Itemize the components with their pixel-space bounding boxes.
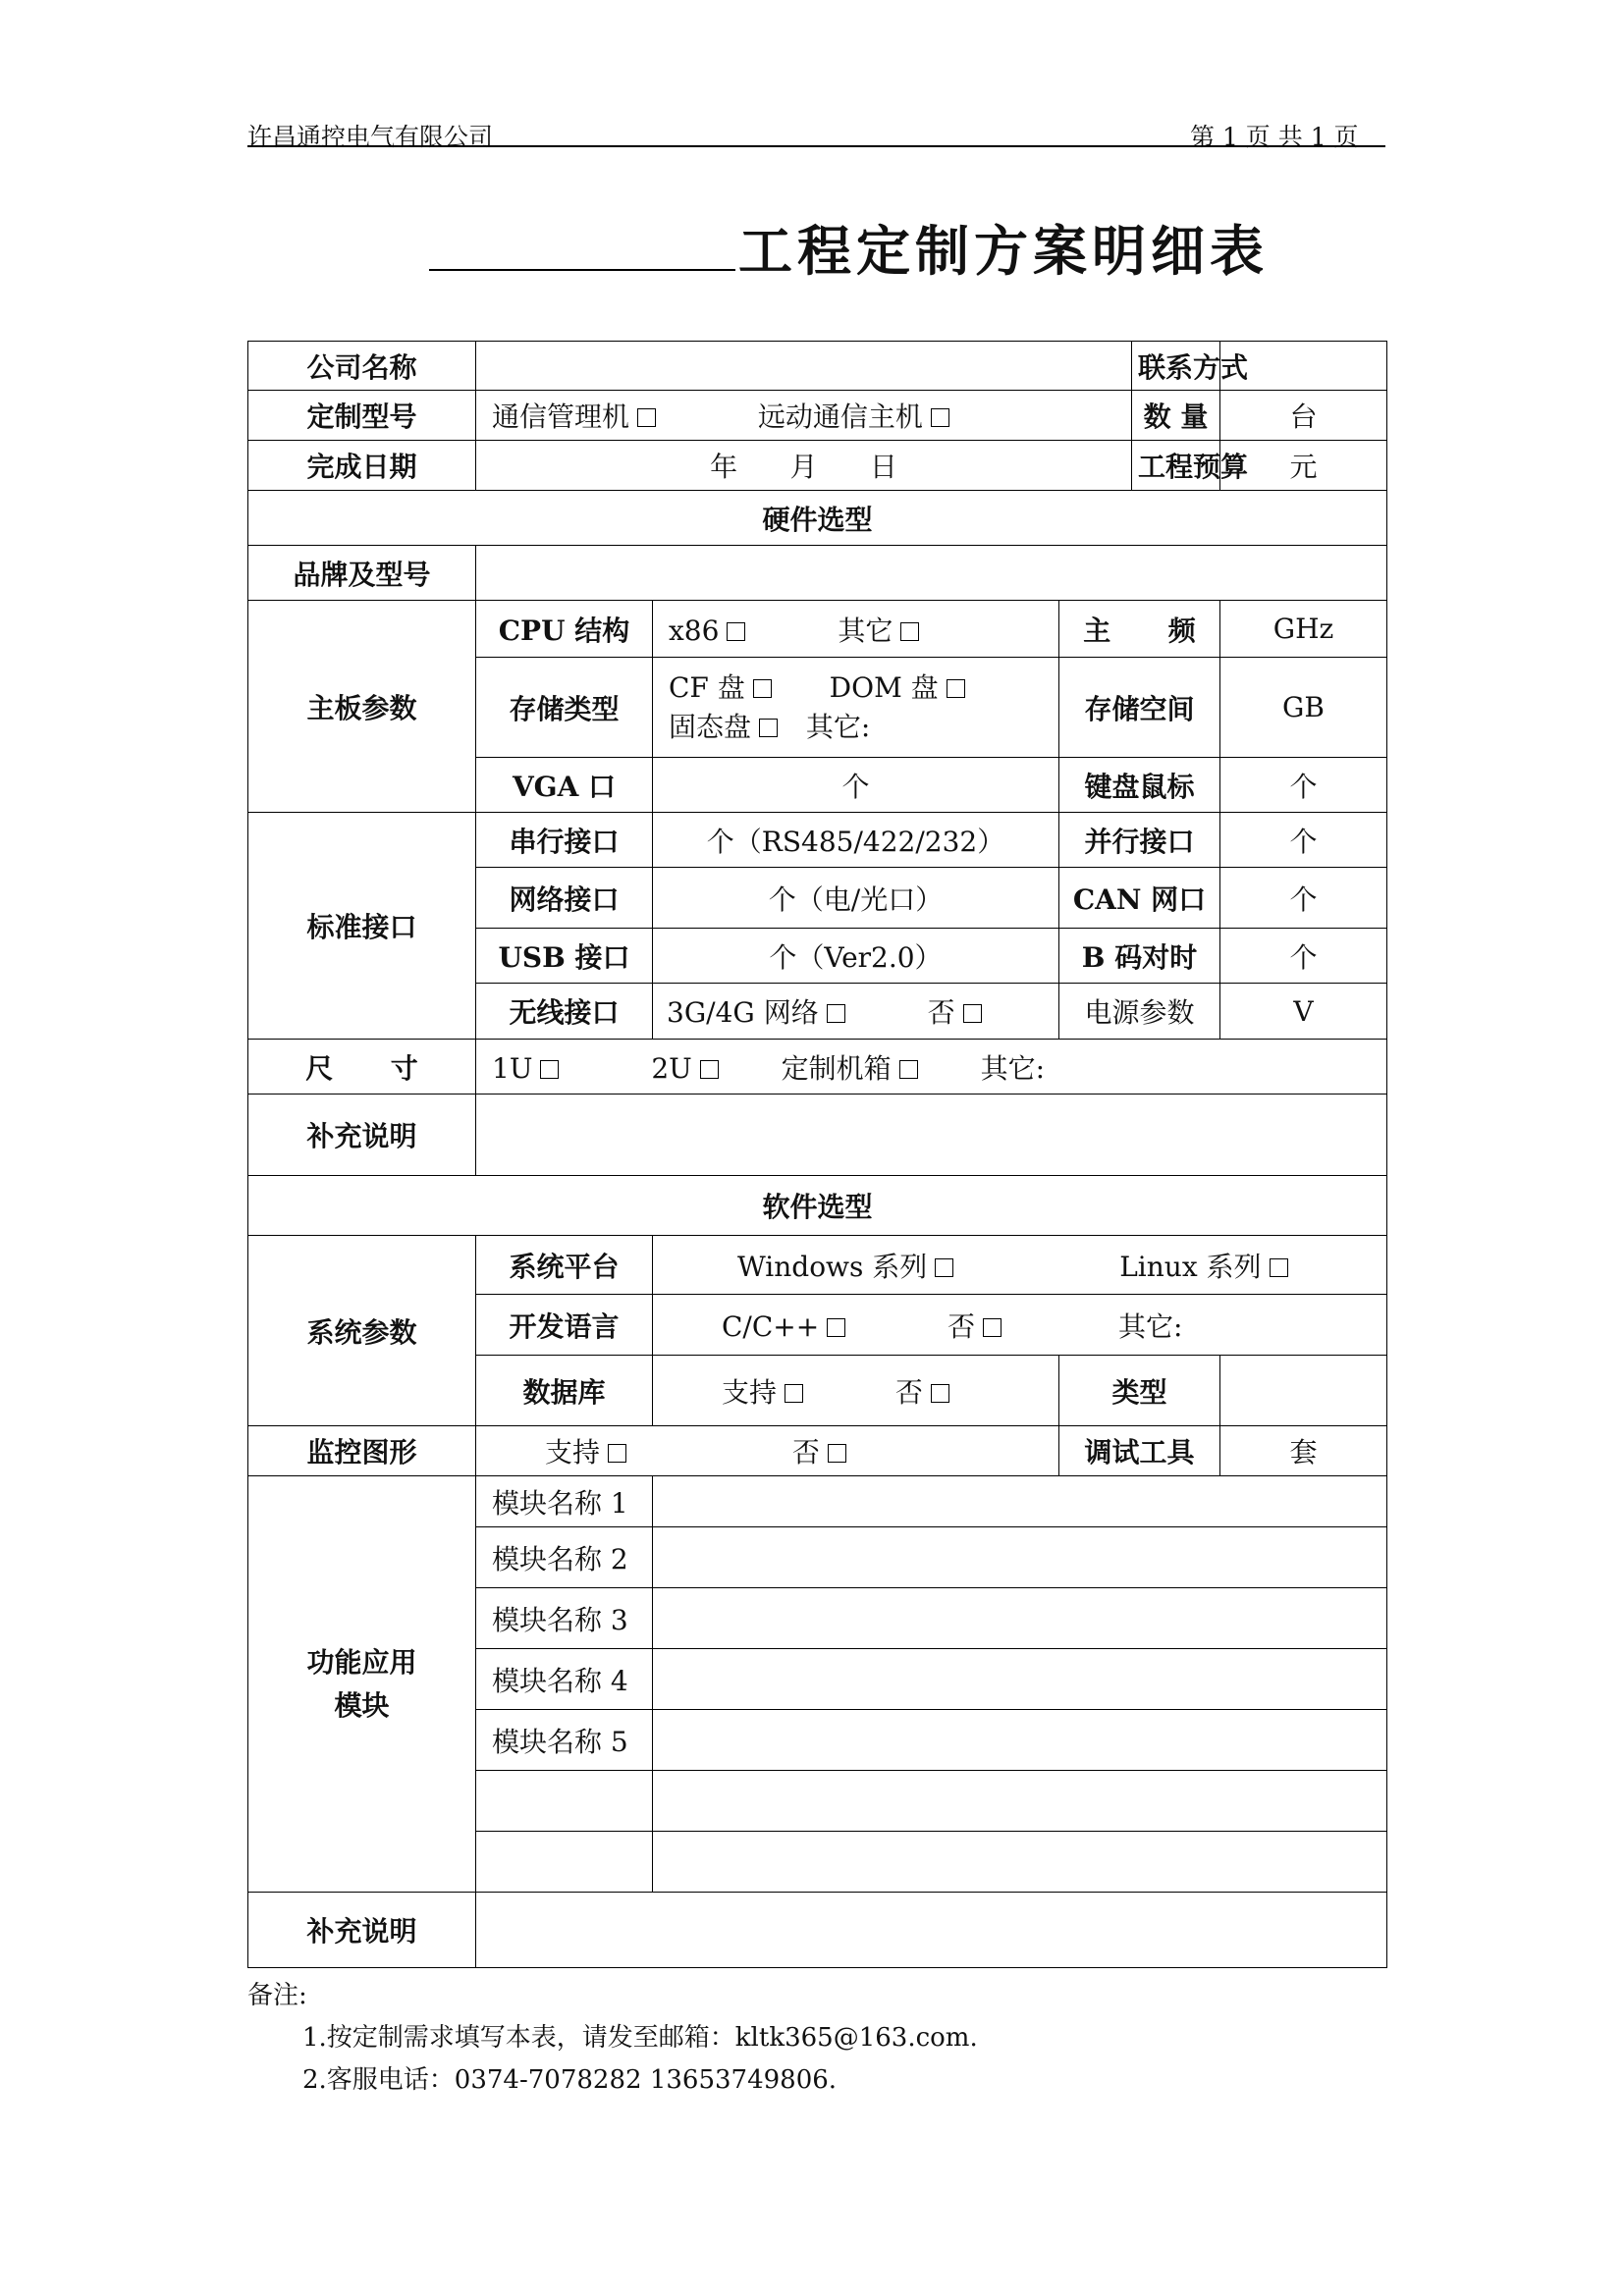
brand-field[interactable] (476, 546, 1387, 601)
monitor-label: 监控图形 (248, 1426, 476, 1476)
frequency-label: 主 频 (1059, 601, 1220, 658)
budget-field[interactable]: 元 (1220, 441, 1387, 491)
wireless-option-3g4g[interactable]: 3G/4G 网络 (667, 991, 845, 1031)
checkbox[interactable] (827, 1318, 845, 1337)
function-module-label: 功能应用 模块 (248, 1476, 476, 1893)
row-size (248, 1040, 1387, 1095)
platform-option-linux[interactable]: Linux 系列 (1119, 1246, 1287, 1285)
devlang-option-other[interactable]: 其它: (1118, 1309, 1183, 1343)
module-name-7-label[interactable] (476, 1832, 653, 1893)
row-company (248, 342, 1387, 391)
cpu-option-other[interactable]: 其它 (838, 610, 919, 649)
notes-item-2: 2.客服电话：0374-7078282 13653749806. (302, 2065, 838, 2095)
row-brand (248, 546, 1387, 601)
sw-note-field[interactable] (476, 1893, 1387, 1968)
row-model (248, 391, 1387, 441)
kbm-field[interactable]: 个 (1220, 758, 1387, 813)
serial-field[interactable]: 个（RS485/422/232） (653, 813, 1059, 868)
network-field[interactable]: 个（电/光口） (653, 868, 1059, 929)
checkbox[interactable] (935, 1258, 953, 1277)
quantity-label: 数 量 (1132, 391, 1220, 441)
debug-tool-label: 调试工具 (1059, 1426, 1220, 1476)
size-option-2u[interactable]: 2U (651, 1052, 718, 1085)
model-label: 定制型号 (248, 391, 476, 441)
contact-label: 联系方式 (1132, 342, 1220, 391)
notes-title: 备注: (247, 1981, 307, 2010)
devlang-label: 开发语言 (476, 1295, 653, 1356)
storage-option-dom[interactable]: DOM 盘 (830, 668, 965, 708)
devlang-options (653, 1295, 1387, 1356)
module-name-3-label: 模块名称 3 (476, 1588, 653, 1649)
notes-item-1: 1.按定制需求填写本表，请发至邮箱：kltk365@163.com. (302, 2023, 978, 2053)
serial-label: 串行接口 (476, 813, 653, 868)
model-option-comm-manager[interactable]: 通信管理机 (492, 396, 656, 435)
checkbox[interactable] (700, 1060, 719, 1079)
module-name-5-label: 模块名称 5 (476, 1710, 653, 1771)
header-page-info: 第 1 页 共 1 页 (1190, 123, 1359, 151)
row-sw-note (248, 1893, 1387, 1968)
can-label: CAN 网口 (1059, 868, 1220, 929)
title-project-name-blank[interactable] (429, 269, 735, 271)
module-name-1-label: 模块名称 1 (476, 1476, 653, 1527)
checkbox[interactable] (899, 1060, 918, 1079)
database-type-label: 类型 (1059, 1356, 1220, 1426)
database-options (653, 1356, 1059, 1426)
header-company: 许昌通控电气有限公司 (247, 123, 494, 151)
software-section-heading: 软件选型 (248, 1176, 1387, 1236)
parallel-field[interactable]: 个 (1220, 813, 1387, 868)
checkbox[interactable] (759, 719, 778, 737)
bcode-label: B 码对时 (1059, 929, 1220, 984)
storage-option-cf[interactable]: CF 盘 (669, 668, 772, 708)
hw-note-field[interactable] (476, 1095, 1387, 1176)
storage-option-ssd[interactable]: 固态盘 (669, 708, 778, 747)
company-name-field[interactable] (476, 342, 1132, 391)
row-date (248, 441, 1387, 491)
usb-field[interactable]: 个（Ver2.0） (653, 929, 1059, 984)
storage-option-other[interactable]: 其它: (805, 710, 871, 743)
module-name-1-field[interactable] (653, 1476, 1387, 1527)
budget-label: 工程预算 (1132, 441, 1220, 491)
checkbox[interactable] (947, 679, 965, 698)
company-name-label: 公司名称 (248, 342, 476, 391)
size-label: 尺 寸 (248, 1040, 476, 1095)
checkbox[interactable] (753, 679, 772, 698)
storage-space-label: 存储空间 (1059, 658, 1220, 758)
date-label: 完成日期 (248, 441, 476, 491)
brand-label: 品牌及型号 (248, 546, 476, 601)
hw-note-label: 补充说明 (248, 1095, 476, 1176)
checkbox[interactable] (963, 1004, 982, 1023)
power-field[interactable]: V (1220, 984, 1387, 1040)
wireless-option-no[interactable]: 否 (928, 991, 982, 1031)
module-name-6-field[interactable] (653, 1771, 1387, 1832)
module-name-4-label: 模块名称 4 (476, 1649, 653, 1710)
can-field[interactable]: 个 (1220, 868, 1387, 929)
row-module-1 (248, 1476, 1387, 1527)
bcode-field[interactable]: 个 (1220, 929, 1387, 984)
page-title: 工程定制方案明细表 (738, 219, 1270, 283)
checkbox[interactable] (540, 1060, 559, 1079)
checkbox[interactable] (727, 622, 745, 641)
model-option-remote-host[interactable]: 远动通信主机 (758, 396, 949, 435)
platform-options (653, 1236, 1387, 1295)
row-hw-section (248, 491, 1387, 546)
row-serial (248, 813, 1387, 868)
checkbox[interactable] (900, 622, 919, 641)
database-type-field[interactable] (1220, 1356, 1387, 1426)
monitor-options (476, 1426, 1059, 1476)
size-options (476, 1040, 1387, 1095)
module-name-3-field[interactable] (653, 1588, 1387, 1649)
checkbox[interactable] (827, 1004, 845, 1023)
monitor-option-no[interactable]: 否 (792, 1431, 846, 1470)
frequency-field[interactable]: GHz (1220, 601, 1387, 658)
header-rule (247, 145, 1385, 147)
checkbox[interactable] (828, 1444, 846, 1463)
system-param-label: 系统参数 (248, 1236, 476, 1426)
checkbox[interactable] (637, 408, 656, 427)
vga-label: VGA 口 (476, 758, 653, 813)
cpu-options (653, 601, 1059, 658)
module-name-2-label: 模块名称 2 (476, 1527, 653, 1588)
checkbox[interactable] (785, 1384, 803, 1403)
platform-label: 系统平台 (476, 1236, 653, 1295)
row-platform (248, 1236, 1387, 1295)
platform-option-windows[interactable]: Windows 系列 (737, 1246, 953, 1285)
module-name-2-field[interactable] (653, 1527, 1387, 1588)
monitor-option-support[interactable]: 支持 (545, 1431, 626, 1470)
module-name-6-label[interactable] (476, 1771, 653, 1832)
devlang-option-no[interactable]: 否 (947, 1306, 1001, 1345)
module-name-4-field[interactable] (653, 1649, 1387, 1710)
vga-field[interactable]: 个 (653, 758, 1059, 813)
checkbox[interactable] (931, 408, 949, 427)
kbm-label: 键盘鼠标 (1059, 758, 1220, 813)
row-sw-section (248, 1176, 1387, 1236)
wireless-options (653, 984, 1059, 1040)
power-label: 电源参数 (1059, 984, 1220, 1040)
notes (247, 1975, 978, 2102)
devlang-option-c[interactable]: C/C++ (722, 1310, 845, 1343)
mainboard-label: 主板参数 (248, 601, 476, 813)
module-name-7-field[interactable] (653, 1832, 1387, 1893)
checkbox[interactable] (1270, 1258, 1288, 1277)
date-field[interactable]: 年 月 日 (476, 441, 1132, 491)
quantity-field[interactable]: 台 (1220, 391, 1387, 441)
database-label: 数据库 (476, 1356, 653, 1426)
cpu-label: CPU 结构 (476, 601, 653, 658)
storage-space-field[interactable]: GB (1220, 658, 1387, 758)
size-option-1u[interactable]: 1U (492, 1052, 559, 1085)
row-hw-note (248, 1095, 1387, 1176)
checkbox[interactable] (983, 1318, 1001, 1337)
hardware-section-heading: 硬件选型 (248, 491, 1387, 546)
cpu-option-x86[interactable]: x86 (669, 614, 745, 647)
debug-tool-field[interactable]: 套 (1220, 1426, 1387, 1476)
standard-interface-label: 标准接口 (248, 813, 476, 1040)
size-option-other[interactable]: 其它: (980, 1051, 1046, 1085)
order-form-table (247, 341, 1387, 1968)
model-options (476, 391, 1132, 441)
storage-type-label: 存储类型 (476, 658, 653, 758)
checkbox[interactable] (931, 1384, 949, 1403)
usb-label: USB 接口 (476, 929, 653, 984)
database-option-support[interactable]: 支持 (722, 1371, 803, 1411)
database-option-no[interactable]: 否 (895, 1371, 949, 1411)
row-monitor (248, 1426, 1387, 1476)
wireless-label: 无线接口 (476, 984, 653, 1040)
module-name-5-field[interactable] (653, 1710, 1387, 1771)
sw-note-label: 补充说明 (248, 1893, 476, 1968)
network-label: 网络接口 (476, 868, 653, 929)
parallel-label: 并行接口 (1059, 813, 1220, 868)
size-option-custom-case[interactable]: 定制机箱 (782, 1047, 918, 1087)
row-cpu (248, 601, 1387, 658)
storage-options (653, 658, 1059, 758)
checkbox[interactable] (608, 1444, 626, 1463)
